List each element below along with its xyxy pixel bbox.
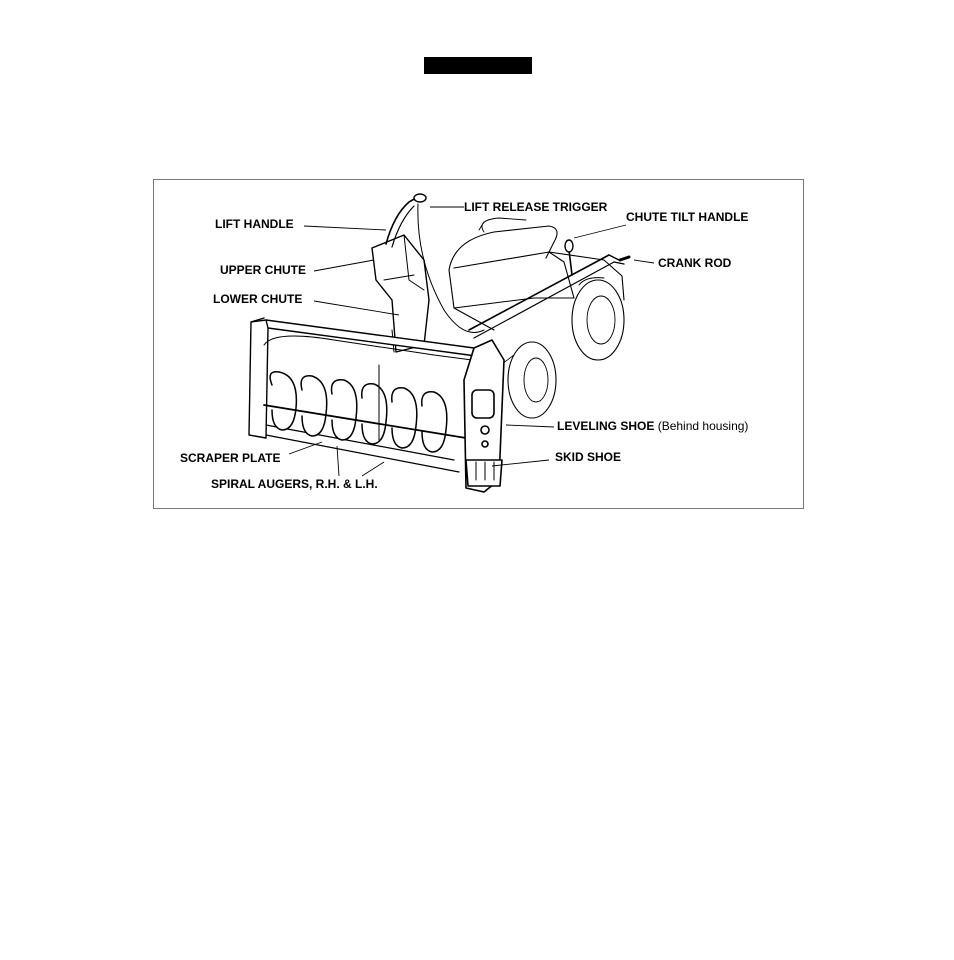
callout-lift-handle: LIFT HANDLE [215,217,294,231]
callout-lift-release-trigger: LIFT RELEASE TRIGGER [464,200,608,214]
callout-spiral-augers: SPIRAL AUGERS, R.H. & L.H. [211,477,378,491]
callout-skid-shoe: SKID SHOE [555,450,622,464]
callout-upper-chute: UPPER CHUTE [220,263,307,277]
callout-crank-rod: CRANK ROD [658,256,732,270]
callout-leveling-shoe-note: (Behind housing) [657,419,749,433]
callout-lower-chute: LOWER CHUTE [213,292,303,306]
callout-leveling-shoe-label: LEVELING SHOE [557,419,655,433]
callout-chute-tilt-handle: CHUTE TILT HANDLE [626,210,749,224]
callout-scraper-plate: SCRAPER PLATE [180,451,281,465]
header-black-bar [424,57,532,74]
callout-leveling-shoe [557,419,748,433]
